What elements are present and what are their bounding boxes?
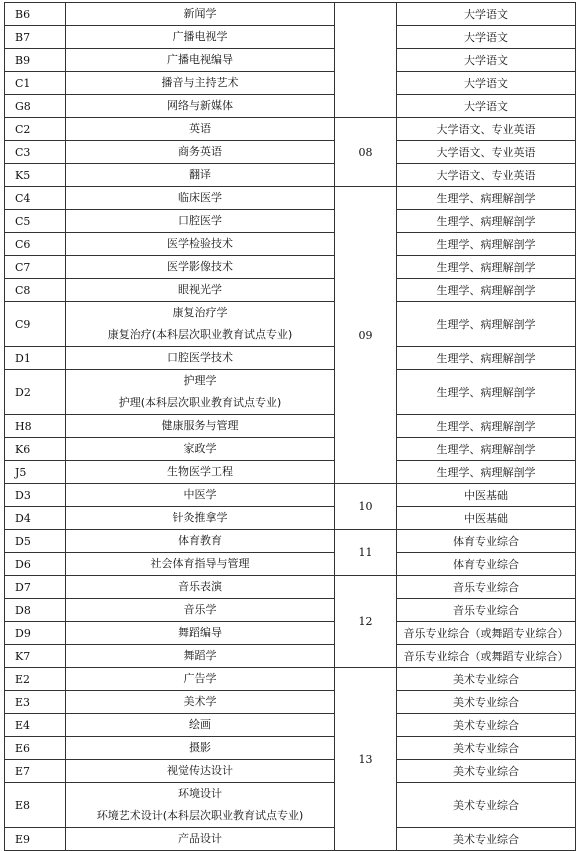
table-row xyxy=(5,302,576,347)
major-code-cell: C7 xyxy=(5,256,66,279)
exam-subject-cell: 体育专业综合 xyxy=(397,530,576,553)
major-code-cell: D5 xyxy=(5,530,66,553)
major-code-cell: B7 xyxy=(5,26,66,49)
major-code-cell: K5 xyxy=(5,164,66,187)
major-name: 护理(本科层次职业教育试点专业) xyxy=(118,396,282,409)
major-name: 英语 xyxy=(189,122,211,135)
table-row xyxy=(5,484,576,507)
major-code-cell: C1 xyxy=(5,72,66,95)
major-name: 环境艺术设计(本科层次职业教育试点专业) xyxy=(96,809,304,822)
table-row xyxy=(5,3,576,26)
major-name: 家政学 xyxy=(183,442,217,455)
major-name: 视觉传达设计 xyxy=(167,764,233,777)
table-row xyxy=(5,668,576,691)
exam-subject-cell: 中医基础 xyxy=(397,484,576,507)
table-row xyxy=(5,576,576,599)
major-name-cell xyxy=(66,438,335,461)
exam-subject-cell: 生理学、病理解剖学 xyxy=(397,347,576,370)
major-name-cell xyxy=(66,233,335,256)
major-code-cell: E2 xyxy=(5,668,66,691)
major-code-cell: E4 xyxy=(5,714,66,737)
major-code-cell: C5 xyxy=(5,210,66,233)
major-name-cell xyxy=(66,187,335,210)
exam-subject-cell: 美术专业综合 xyxy=(397,828,576,851)
table-row xyxy=(5,141,576,164)
exam-subject-cell: 音乐专业综合（或舞蹈专业综合） xyxy=(397,622,576,645)
major-name: 美术学 xyxy=(183,695,217,708)
major-name-cell xyxy=(66,530,335,553)
major-code-cell: B6 xyxy=(5,3,66,26)
table-row xyxy=(5,622,576,645)
major-name: 口腔医学 xyxy=(178,214,222,227)
major-name: 护理学 xyxy=(183,374,217,387)
major-name: 商务英语 xyxy=(178,145,222,158)
major-code-cell: E6 xyxy=(5,737,66,760)
exam-group-cell: 13 xyxy=(335,668,397,851)
major-name: 针灸推拿学 xyxy=(172,511,228,524)
exam-subject-cell: 大学语文 xyxy=(397,3,576,26)
exam-subject-cell: 音乐专业综合（或舞蹈专业综合） xyxy=(397,645,576,668)
major-name-cell xyxy=(66,26,335,49)
major-code-cell: B9 xyxy=(5,49,66,72)
major-name-cell xyxy=(66,256,335,279)
table-row xyxy=(5,599,576,622)
table-row xyxy=(5,233,576,256)
exam-subject-cell: 中医基础 xyxy=(397,507,576,530)
major-name: 眼视光学 xyxy=(178,283,222,296)
major-name-cell xyxy=(66,279,335,302)
major-name-cell xyxy=(66,210,335,233)
major-code-cell: D2 xyxy=(5,370,66,415)
major-name-cell xyxy=(66,553,335,576)
table-row xyxy=(5,553,576,576)
major-name-cell xyxy=(66,118,335,141)
major-name: 医学影像技术 xyxy=(167,260,233,273)
exam-subject-cell: 生理学、病理解剖学 xyxy=(397,256,576,279)
exam-group-cell xyxy=(335,3,397,118)
major-name: 音乐学 xyxy=(183,603,217,616)
major-name: 中医学 xyxy=(183,488,217,501)
major-code-cell: C4 xyxy=(5,187,66,210)
major-code-cell: C9 xyxy=(5,302,66,347)
major-name: 临床医学 xyxy=(178,191,222,204)
major-name-cell xyxy=(66,622,335,645)
major-name-cell xyxy=(66,95,335,118)
major-name: 康复治疗(本科层次职业教育试点专业) xyxy=(107,328,293,341)
major-name-cell xyxy=(66,49,335,72)
major-name: 广告学 xyxy=(183,672,217,685)
major-name: 舞蹈编导 xyxy=(178,626,222,639)
major-name: 广播电视编导 xyxy=(167,53,233,66)
major-code-cell: G8 xyxy=(5,95,66,118)
major-code-cell: D6 xyxy=(5,553,66,576)
table-row xyxy=(5,507,576,530)
major-code-cell: K6 xyxy=(5,438,66,461)
table-row xyxy=(5,691,576,714)
major-name-cell xyxy=(66,645,335,668)
table-row xyxy=(5,828,576,851)
major-name: 产品设计 xyxy=(178,832,222,845)
major-code-cell: E9 xyxy=(5,828,66,851)
major-name: 健康服务与管理 xyxy=(161,419,239,432)
major-name: 新闻学 xyxy=(183,7,217,20)
major-name: 舞蹈学 xyxy=(183,649,217,662)
table-row xyxy=(5,72,576,95)
exam-subject-cell: 大学语文 xyxy=(397,72,576,95)
major-code-cell: C2 xyxy=(5,118,66,141)
major-code-cell: D7 xyxy=(5,576,66,599)
major-code-cell: J5 xyxy=(5,461,66,484)
major-name: 摄影 xyxy=(189,741,211,754)
major-name-cell xyxy=(66,783,335,828)
exam-subject-cell: 生理学、病理解剖学 xyxy=(397,210,576,233)
table-row xyxy=(5,95,576,118)
major-code-cell: E8 xyxy=(5,783,66,828)
major-code-cell: E7 xyxy=(5,760,66,783)
table-row xyxy=(5,737,576,760)
table-row xyxy=(5,347,576,370)
exam-group-cell: 12 xyxy=(335,576,397,668)
major-code-cell: D8 xyxy=(5,599,66,622)
exam-subject-cell: 美术专业综合 xyxy=(397,668,576,691)
major-name-cell xyxy=(66,507,335,530)
exam-group-cell: 11 xyxy=(335,530,397,576)
major-name-cell xyxy=(66,737,335,760)
table-row xyxy=(5,49,576,72)
major-name-cell xyxy=(66,302,335,347)
major-name-cell xyxy=(66,461,335,484)
table-row xyxy=(5,783,576,828)
table-row xyxy=(5,760,576,783)
table-row xyxy=(5,118,576,141)
major-code-cell: C3 xyxy=(5,141,66,164)
major-name-cell xyxy=(66,691,335,714)
major-name-cell xyxy=(66,3,335,26)
major-code-cell: H8 xyxy=(5,415,66,438)
major-name: 社会体育指导与管理 xyxy=(150,557,250,570)
table-row xyxy=(5,714,576,737)
major-name-cell xyxy=(66,72,335,95)
major-name-cell xyxy=(66,760,335,783)
major-name-cell xyxy=(66,370,335,415)
major-name: 广播电视学 xyxy=(172,30,228,43)
major-name-cell xyxy=(66,347,335,370)
table-row xyxy=(5,461,576,484)
major-name: 播音与主持艺术 xyxy=(161,76,239,89)
exam-subject-cell: 美术专业综合 xyxy=(397,691,576,714)
table-row xyxy=(5,164,576,187)
major-name: 环境设计 xyxy=(178,787,222,800)
major-name: 体育教育 xyxy=(178,534,222,547)
major-name-cell xyxy=(66,599,335,622)
major-code-cell: D9 xyxy=(5,622,66,645)
major-name: 音乐表演 xyxy=(178,580,222,593)
exam-subject-cell: 音乐专业综合 xyxy=(397,576,576,599)
exam-subject-cell: 生理学、病理解剖学 xyxy=(397,233,576,256)
table-row xyxy=(5,645,576,668)
exam-subject-cell: 生理学、病理解剖学 xyxy=(397,415,576,438)
table-row xyxy=(5,256,576,279)
exam-subject-cell: 生理学、病理解剖学 xyxy=(397,461,576,484)
exam-subject-cell: 大学语文 xyxy=(397,95,576,118)
exam-subject-cell: 大学语文 xyxy=(397,49,576,72)
exam-subject-cell: 大学语文、专业英语 xyxy=(397,164,576,187)
major-code-cell: D3 xyxy=(5,484,66,507)
table-row xyxy=(5,279,576,302)
table-row xyxy=(5,187,576,210)
exam-subject-cell: 生理学、病理解剖学 xyxy=(397,187,576,210)
major-code-cell: D4 xyxy=(5,507,66,530)
major-name-cell xyxy=(66,576,335,599)
major-code-cell: C6 xyxy=(5,233,66,256)
table-row xyxy=(5,530,576,553)
exam-group-cell: 08 xyxy=(335,118,397,187)
major-name-cell xyxy=(66,141,335,164)
major-name-cell xyxy=(66,484,335,507)
major-name-cell xyxy=(66,668,335,691)
major-name: 绘画 xyxy=(189,718,211,731)
major-name: 口腔医学技术 xyxy=(167,351,233,364)
exam-subject-cell: 生理学、病理解剖学 xyxy=(397,438,576,461)
exam-subject-cell: 生理学、病理解剖学 xyxy=(397,302,576,347)
exam-subject-cell: 美术专业综合 xyxy=(397,737,576,760)
major-code-cell: E3 xyxy=(5,691,66,714)
major-code-cell: D1 xyxy=(5,347,66,370)
major-name-cell xyxy=(66,828,335,851)
major-name: 医学检验技术 xyxy=(167,237,233,250)
exam-subject-cell: 大学语文 xyxy=(397,26,576,49)
table-row xyxy=(5,26,576,49)
exam-group-cell: 09 xyxy=(335,187,397,484)
major-exam-table xyxy=(4,2,576,851)
exam-subject-cell: 美术专业综合 xyxy=(397,760,576,783)
table-row xyxy=(5,210,576,233)
table-row xyxy=(5,415,576,438)
major-name: 生物医学工程 xyxy=(167,465,233,478)
exam-subject-cell: 生理学、病理解剖学 xyxy=(397,279,576,302)
exam-group-cell: 10 xyxy=(335,484,397,530)
exam-subject-cell: 大学语文、专业英语 xyxy=(397,141,576,164)
major-code-cell: C8 xyxy=(5,279,66,302)
major-name-cell xyxy=(66,714,335,737)
exam-subject-cell: 美术专业综合 xyxy=(397,783,576,828)
major-code-cell: K7 xyxy=(5,645,66,668)
major-name-cell xyxy=(66,164,335,187)
exam-subject-cell: 生理学、病理解剖学 xyxy=(397,370,576,415)
exam-subject-cell: 体育专业综合 xyxy=(397,553,576,576)
major-name: 翻译 xyxy=(189,168,211,181)
major-name: 康复治疗学 xyxy=(172,306,228,319)
major-name: 网络与新媒体 xyxy=(167,99,233,112)
exam-subject-cell: 音乐专业综合 xyxy=(397,599,576,622)
table-row xyxy=(5,370,576,415)
table-row xyxy=(5,438,576,461)
exam-subject-cell: 大学语文、专业英语 xyxy=(397,118,576,141)
exam-subject-cell: 美术专业综合 xyxy=(397,714,576,737)
major-name-cell xyxy=(66,415,335,438)
